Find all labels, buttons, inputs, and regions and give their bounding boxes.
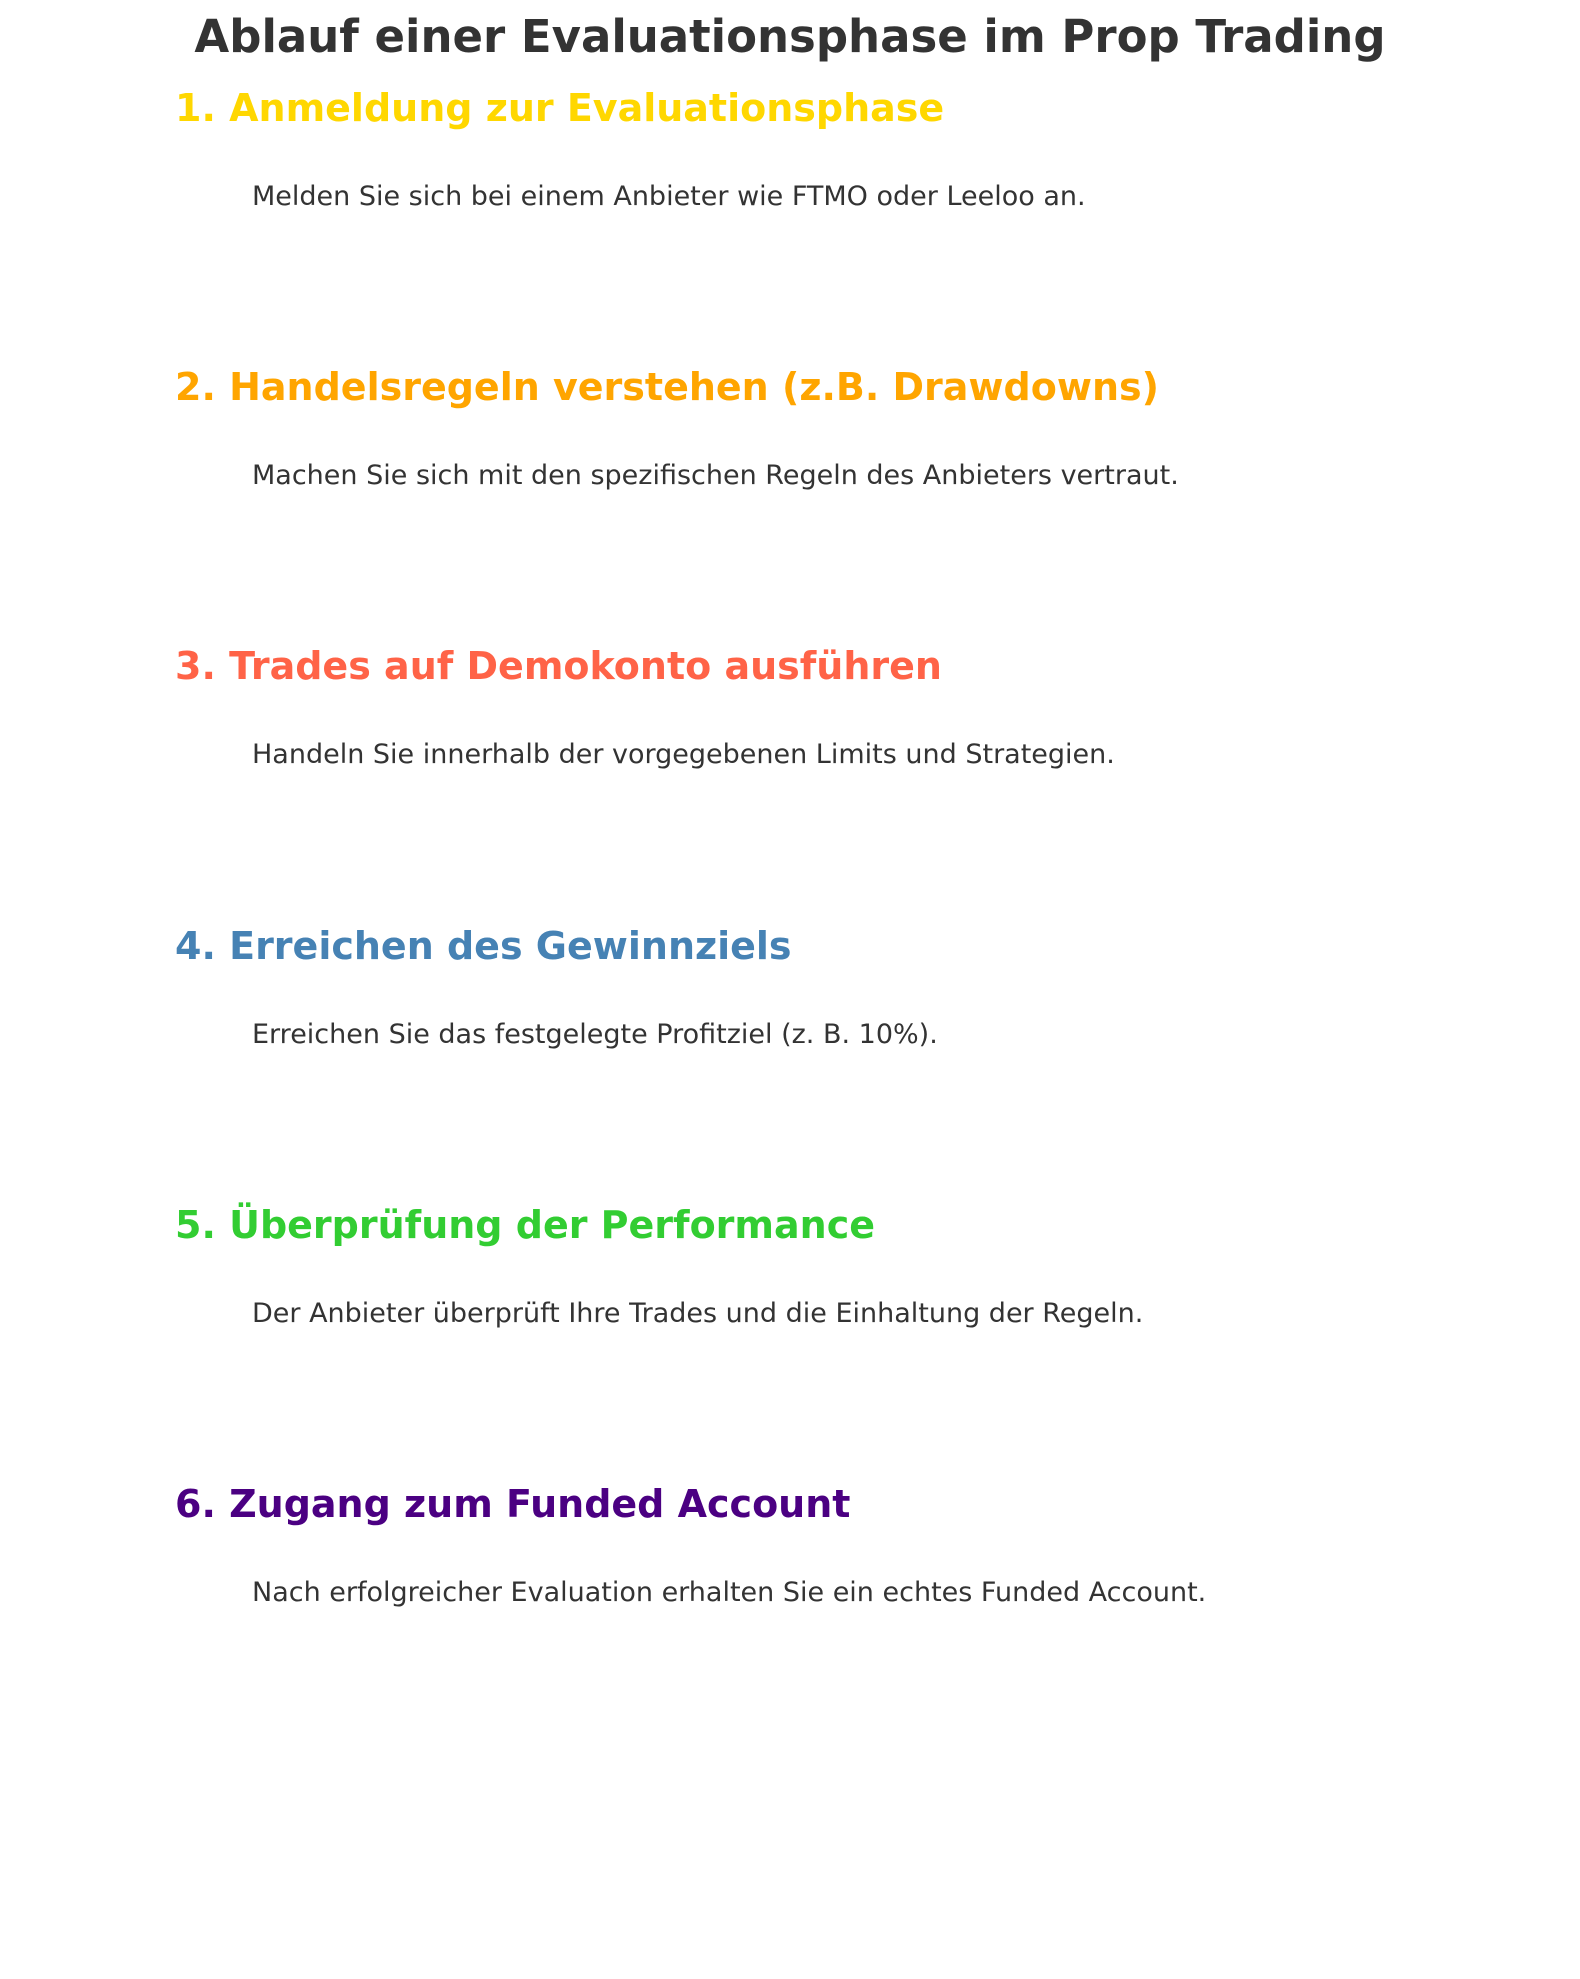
step-4-heading: 4. Erreichen des Gewinnziels — [175, 924, 792, 968]
step-3-description: Handeln Sie innerhalb der vorgegebenen Limits und Strategien. — [252, 739, 1115, 770]
page-title: Ablauf einer Evaluationsphase im Prop Trading — [194, 10, 1386, 63]
step-2-description: Machen Sie sich mit den spezifischen Regeln des Anbieters vertraut. — [252, 460, 1179, 491]
step-3-heading: 3. Trades auf Demokonto ausführen — [175, 644, 942, 688]
step-5-heading: 5. Überprüfung der Performance — [175, 1203, 876, 1247]
step-2-heading: 2. Handelsregeln verstehen (z.B. Drawdowns) — [175, 365, 1159, 409]
step-4-description: Erreichen Sie das festgelegte Profitziel (z. B. 10%). — [252, 1019, 938, 1050]
step-5-description: Der Anbieter überprüft Ihre Trades und die Einhaltung der Regeln. — [252, 1298, 1144, 1329]
step-6-heading: 6. Zugang zum Funded Account — [175, 1482, 851, 1526]
step-6-description: Nach erfolgreicher Evaluation erhalten Sie ein echtes Funded Account. — [252, 1577, 1207, 1608]
step-1-heading: 1. Anmeldung zur Evaluationsphase — [175, 86, 945, 130]
step-1-description: Melden Sie sich bei einem Anbieter wie FTMO oder Leeloo an. — [252, 181, 1086, 212]
